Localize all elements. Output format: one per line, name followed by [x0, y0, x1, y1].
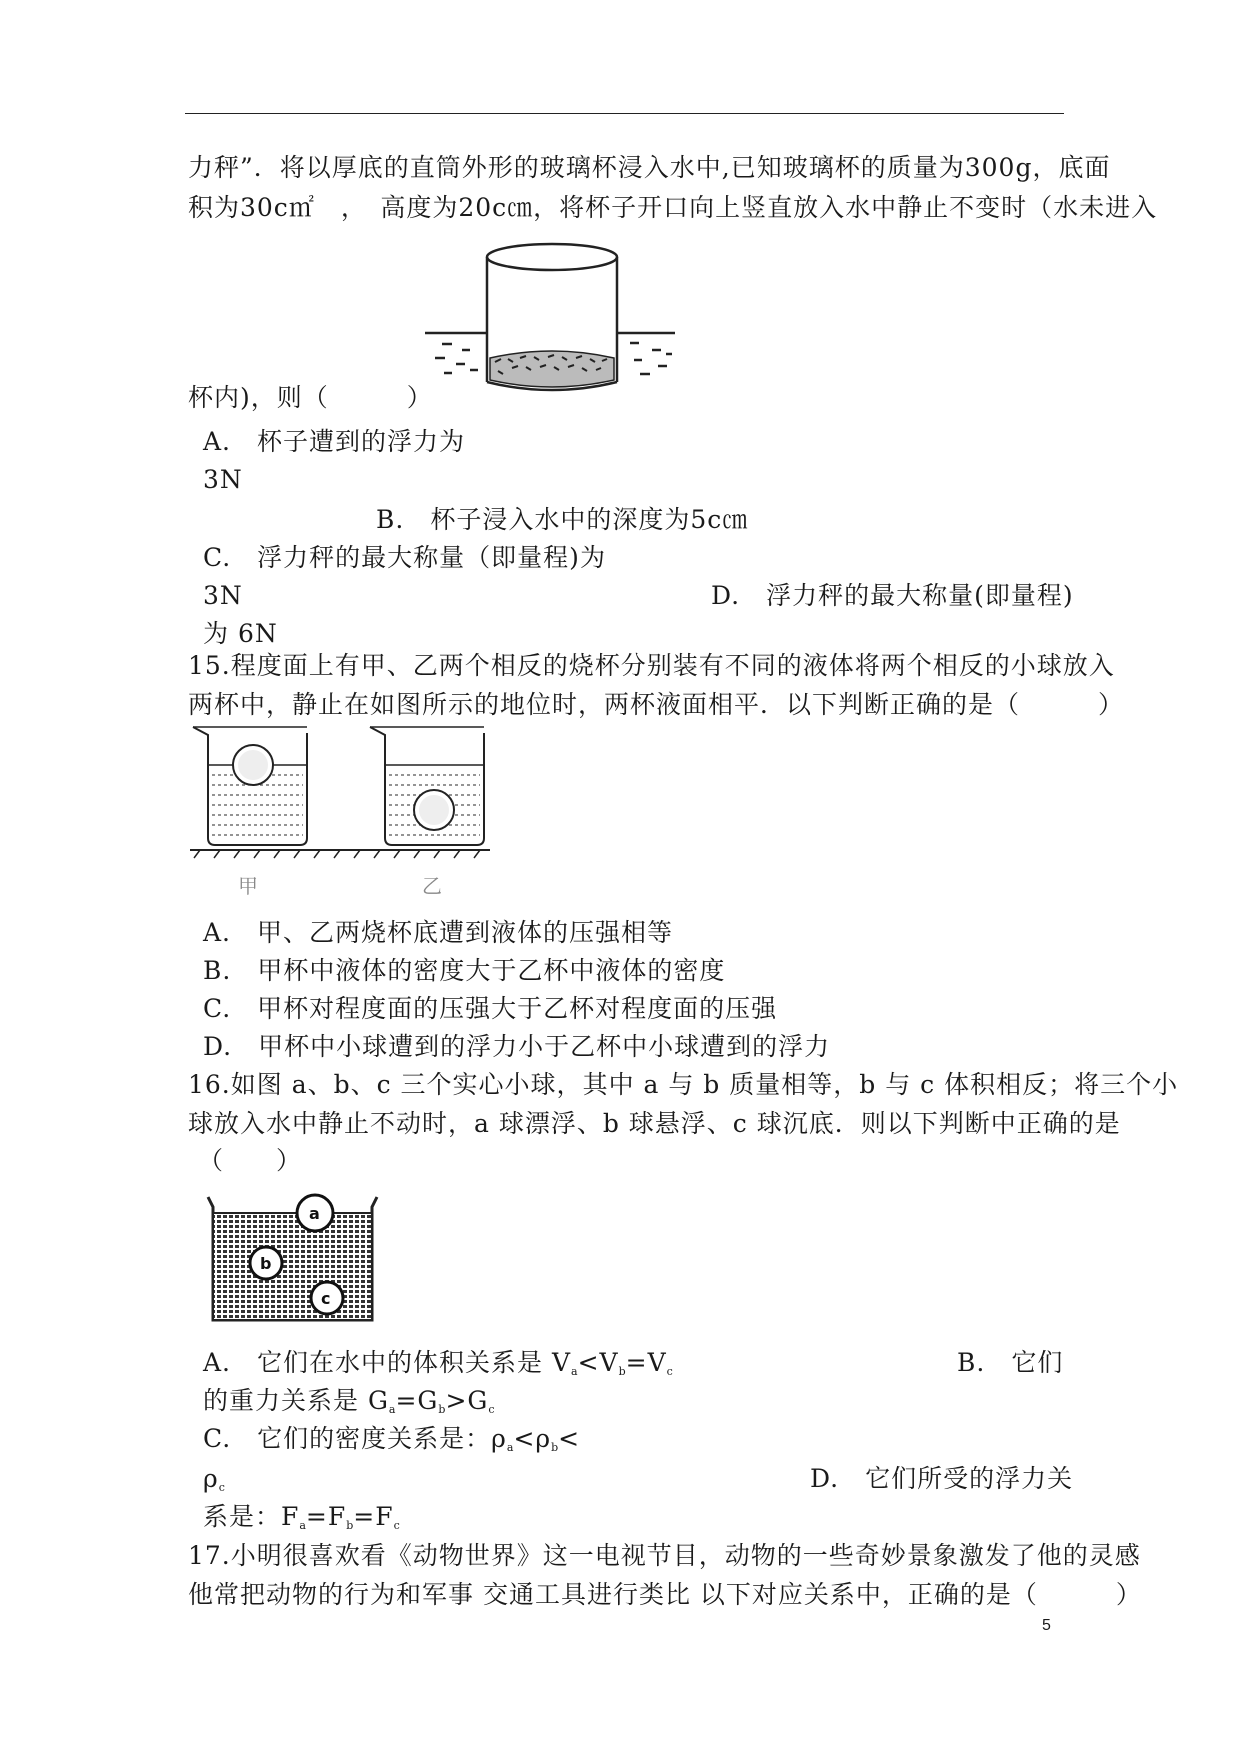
q14-option-c-value: 3N — [203, 581, 243, 610]
q16-option-d: D. 它们所受的浮力关 — [810, 1464, 1074, 1493]
beaker-label-yi: 乙 — [422, 874, 442, 898]
q16-option-a: A. 它们在水中的体积关系是 $V_a<V_b=V_c$ — [203, 1348, 673, 1378]
q14-text-line-1: 力秤”．将以厚底的直筒外形的玻璃杯浸入水中,已知玻璃杯的质量为300g，底面 — [188, 153, 1111, 182]
q16-stem-line-3: （ ） — [198, 1146, 303, 1175]
ball-b-label: b — [260, 1254, 272, 1273]
q14-text-line-2: 积为30c㎡ ， 高度为20c㎝，将杯子开口向上竖直放入水中静止不变时（水未进入 — [188, 193, 1158, 222]
glass-cup-figure — [420, 240, 680, 400]
q14-text-line-3: 杯内)，则（ ） — [188, 383, 433, 412]
q16-option-b-text: 的重力关系是 $G_a=G_b>G_c$ — [203, 1386, 495, 1416]
q15-option-c: C. 甲杯对程度面的压强大于乙杯对程度面的压强 — [203, 994, 778, 1023]
q16-option-c-rho: $\rho_c$ — [203, 1464, 225, 1494]
page-number: 5 — [1042, 1617, 1051, 1634]
q17-stem-line-1: 17.小明很喜欢看《动物世界》这一电视节目，动物的一些奇妙景象激发了他的灵感 — [188, 1541, 1141, 1570]
q15-option-a: A. 甲、乙两烧杯底遭到液体的压强相等 — [203, 918, 674, 947]
q14-option-a: A. 杯子遭到的浮力为 — [203, 427, 466, 456]
ball-c-label: c — [321, 1289, 331, 1308]
q16-stem-line-2: 球放入水中静止不动时，a 球漂浮、b 球悬浮、c 球沉底．则以下判断中正确的是 — [188, 1109, 1121, 1138]
q15-option-b: B. 甲杯中液体的密度大于乙杯中液体的密度 — [203, 956, 726, 985]
q14-option-b: B. 杯子浸入水中的深度为5c㎝ — [376, 505, 749, 534]
q16-option-c: C. 它们的密度关系是：$\rho_a<\rho_b<$ — [203, 1424, 581, 1454]
q15-stem-line-2: 两杯中，静止在如图所示的地位时，两杯液面相平．以下判断正确的是（ ） — [188, 690, 1125, 719]
q14-option-d-value: 为 6N — [203, 619, 278, 648]
two-beakers-figure — [190, 725, 490, 900]
q14-option-d: D. 浮力秤的最大称量(即量程) — [711, 581, 1074, 610]
beaker-label-jia: 甲 — [238, 874, 258, 898]
three-balls-figure — [205, 1195, 380, 1325]
q15-stem-line-1: 15.程度面上有甲、乙两个相反的烧杯分别装有不同的液体将两个相反的小球放入 — [188, 651, 1115, 680]
q14-option-a-value: 3N — [203, 465, 243, 494]
q17-stem-line-2: 他常把动物的行为和军事 交通工具进行类比 以下对应关系中，正确的是（ ） — [188, 1580, 1142, 1609]
q14-option-c: C. 浮力秤的最大称量（即量程)为 — [203, 543, 606, 572]
q15-option-d: D. 甲杯中小球遭到的浮力小于乙杯中小球遭到的浮力 — [203, 1032, 831, 1061]
q16-option-b: B. 它们 — [957, 1348, 1064, 1377]
ball-a-label: a — [309, 1204, 320, 1223]
q16-stem-line-1: 16.如图 a、b、c 三个实心小球，其中 a 与 b 质量相等，b 与 c 体积相反；将三个小 — [188, 1070, 1179, 1099]
header-rule — [185, 113, 1064, 114]
q16-option-d-text: 系是：$F_a=F_b=F_c$ — [203, 1502, 400, 1532]
